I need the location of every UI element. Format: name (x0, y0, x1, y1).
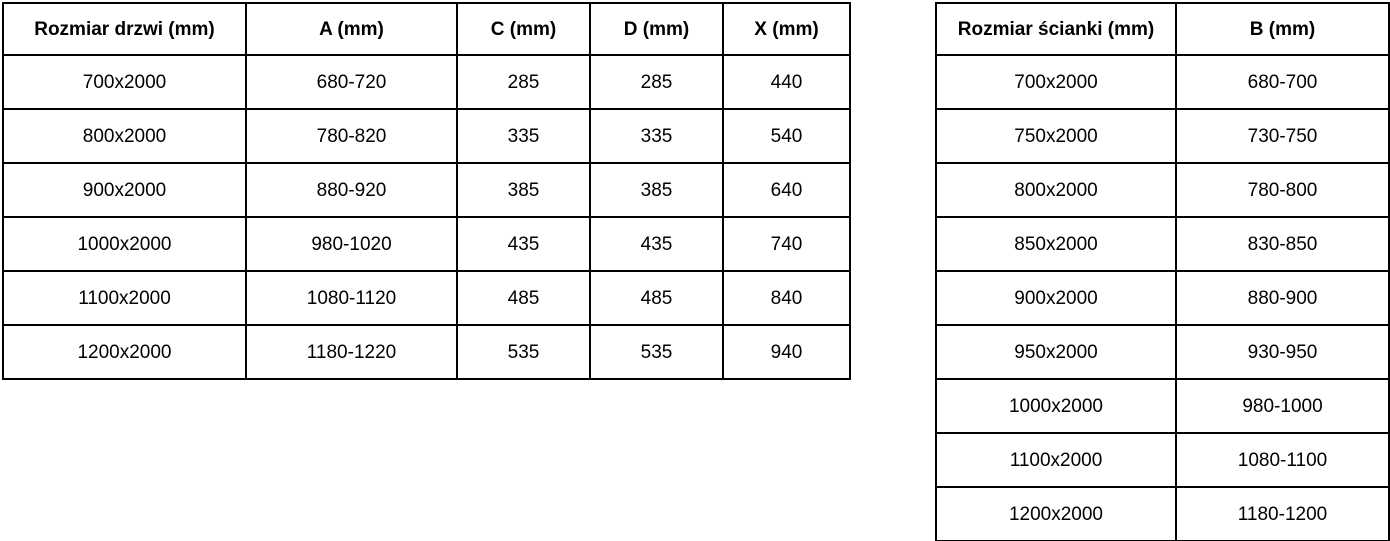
table-cell: 435 (457, 217, 590, 271)
table-cell: 440 (723, 55, 850, 109)
table-cell: 1200x2000 (936, 487, 1176, 541)
table-cell: 800x2000 (936, 163, 1176, 217)
table-cell: 680-700 (1176, 55, 1389, 109)
table-cell: 980-1000 (1176, 379, 1389, 433)
table-cell: 435 (590, 217, 723, 271)
table-cell: 800x2000 (3, 109, 246, 163)
table-cell: 335 (590, 109, 723, 163)
table-cell: 1200x2000 (3, 325, 246, 379)
header-c-mm: C (mm) (457, 3, 590, 55)
header-b-mm: B (mm) (1176, 3, 1389, 55)
table-cell: 780-800 (1176, 163, 1389, 217)
table-cell: 740 (723, 217, 850, 271)
table-cell: 880-900 (1176, 271, 1389, 325)
table-row (936, 217, 1389, 271)
table-row (3, 217, 850, 271)
table-row (936, 325, 1389, 379)
table-row (936, 433, 1389, 487)
table-row (936, 379, 1389, 433)
table-cell: 850x2000 (936, 217, 1176, 271)
table-cell: 485 (590, 271, 723, 325)
table-row (3, 109, 850, 163)
table-cell: 1100x2000 (3, 271, 246, 325)
table-row (3, 325, 850, 379)
table-cell: 1000x2000 (936, 379, 1176, 433)
table-cell: 930-950 (1176, 325, 1389, 379)
table-row (936, 487, 1389, 541)
table-cell: 540 (723, 109, 850, 163)
table-cell: 780-820 (246, 109, 457, 163)
table-cell: 680-720 (246, 55, 457, 109)
table-cell: 830-850 (1176, 217, 1389, 271)
table-cell: 535 (457, 325, 590, 379)
table-cell: 840 (723, 271, 850, 325)
header-row (3, 3, 850, 55)
table-row (936, 109, 1389, 163)
header-x-mm: X (mm) (723, 3, 850, 55)
table-cell: 1000x2000 (3, 217, 246, 271)
table-cell: 285 (590, 55, 723, 109)
table-row (936, 163, 1389, 217)
header-row (936, 3, 1389, 55)
table-cell: 285 (457, 55, 590, 109)
table-cell: 335 (457, 109, 590, 163)
table-cell: 900x2000 (936, 271, 1176, 325)
table-row (3, 55, 850, 109)
table-cell: 730-750 (1176, 109, 1389, 163)
table-cell: 750x2000 (936, 109, 1176, 163)
table-cell: 1100x2000 (936, 433, 1176, 487)
table-cell: 535 (590, 325, 723, 379)
header-a-mm: A (mm) (246, 3, 457, 55)
table-cell: 385 (590, 163, 723, 217)
table-row (3, 163, 850, 217)
table-cell: 640 (723, 163, 850, 217)
table-cell: 980-1020 (246, 217, 457, 271)
table-cell: 880-920 (246, 163, 457, 217)
header-rozmiar-scianki: Rozmiar ścianki (mm) (936, 3, 1176, 55)
table-cell: 700x2000 (3, 55, 246, 109)
table-cell: 1180-1220 (246, 325, 457, 379)
header-d-mm: D (mm) (590, 3, 723, 55)
table-cell: 1080-1100 (1176, 433, 1389, 487)
table-row (936, 55, 1389, 109)
table-cell: 700x2000 (936, 55, 1176, 109)
table-row (936, 271, 1389, 325)
table-cell: 940 (723, 325, 850, 379)
table-cell: 1180-1200 (1176, 487, 1389, 541)
table-row (3, 271, 850, 325)
wall-dimensions-table (935, 2, 1390, 541)
table-cell: 900x2000 (3, 163, 246, 217)
door-dimensions-table (2, 2, 851, 380)
table-cell: 1080-1120 (246, 271, 457, 325)
table-cell: 950x2000 (936, 325, 1176, 379)
table-cell: 385 (457, 163, 590, 217)
header-rozmiar-drzwi: Rozmiar drzwi (mm) (3, 3, 246, 55)
table-cell: 485 (457, 271, 590, 325)
